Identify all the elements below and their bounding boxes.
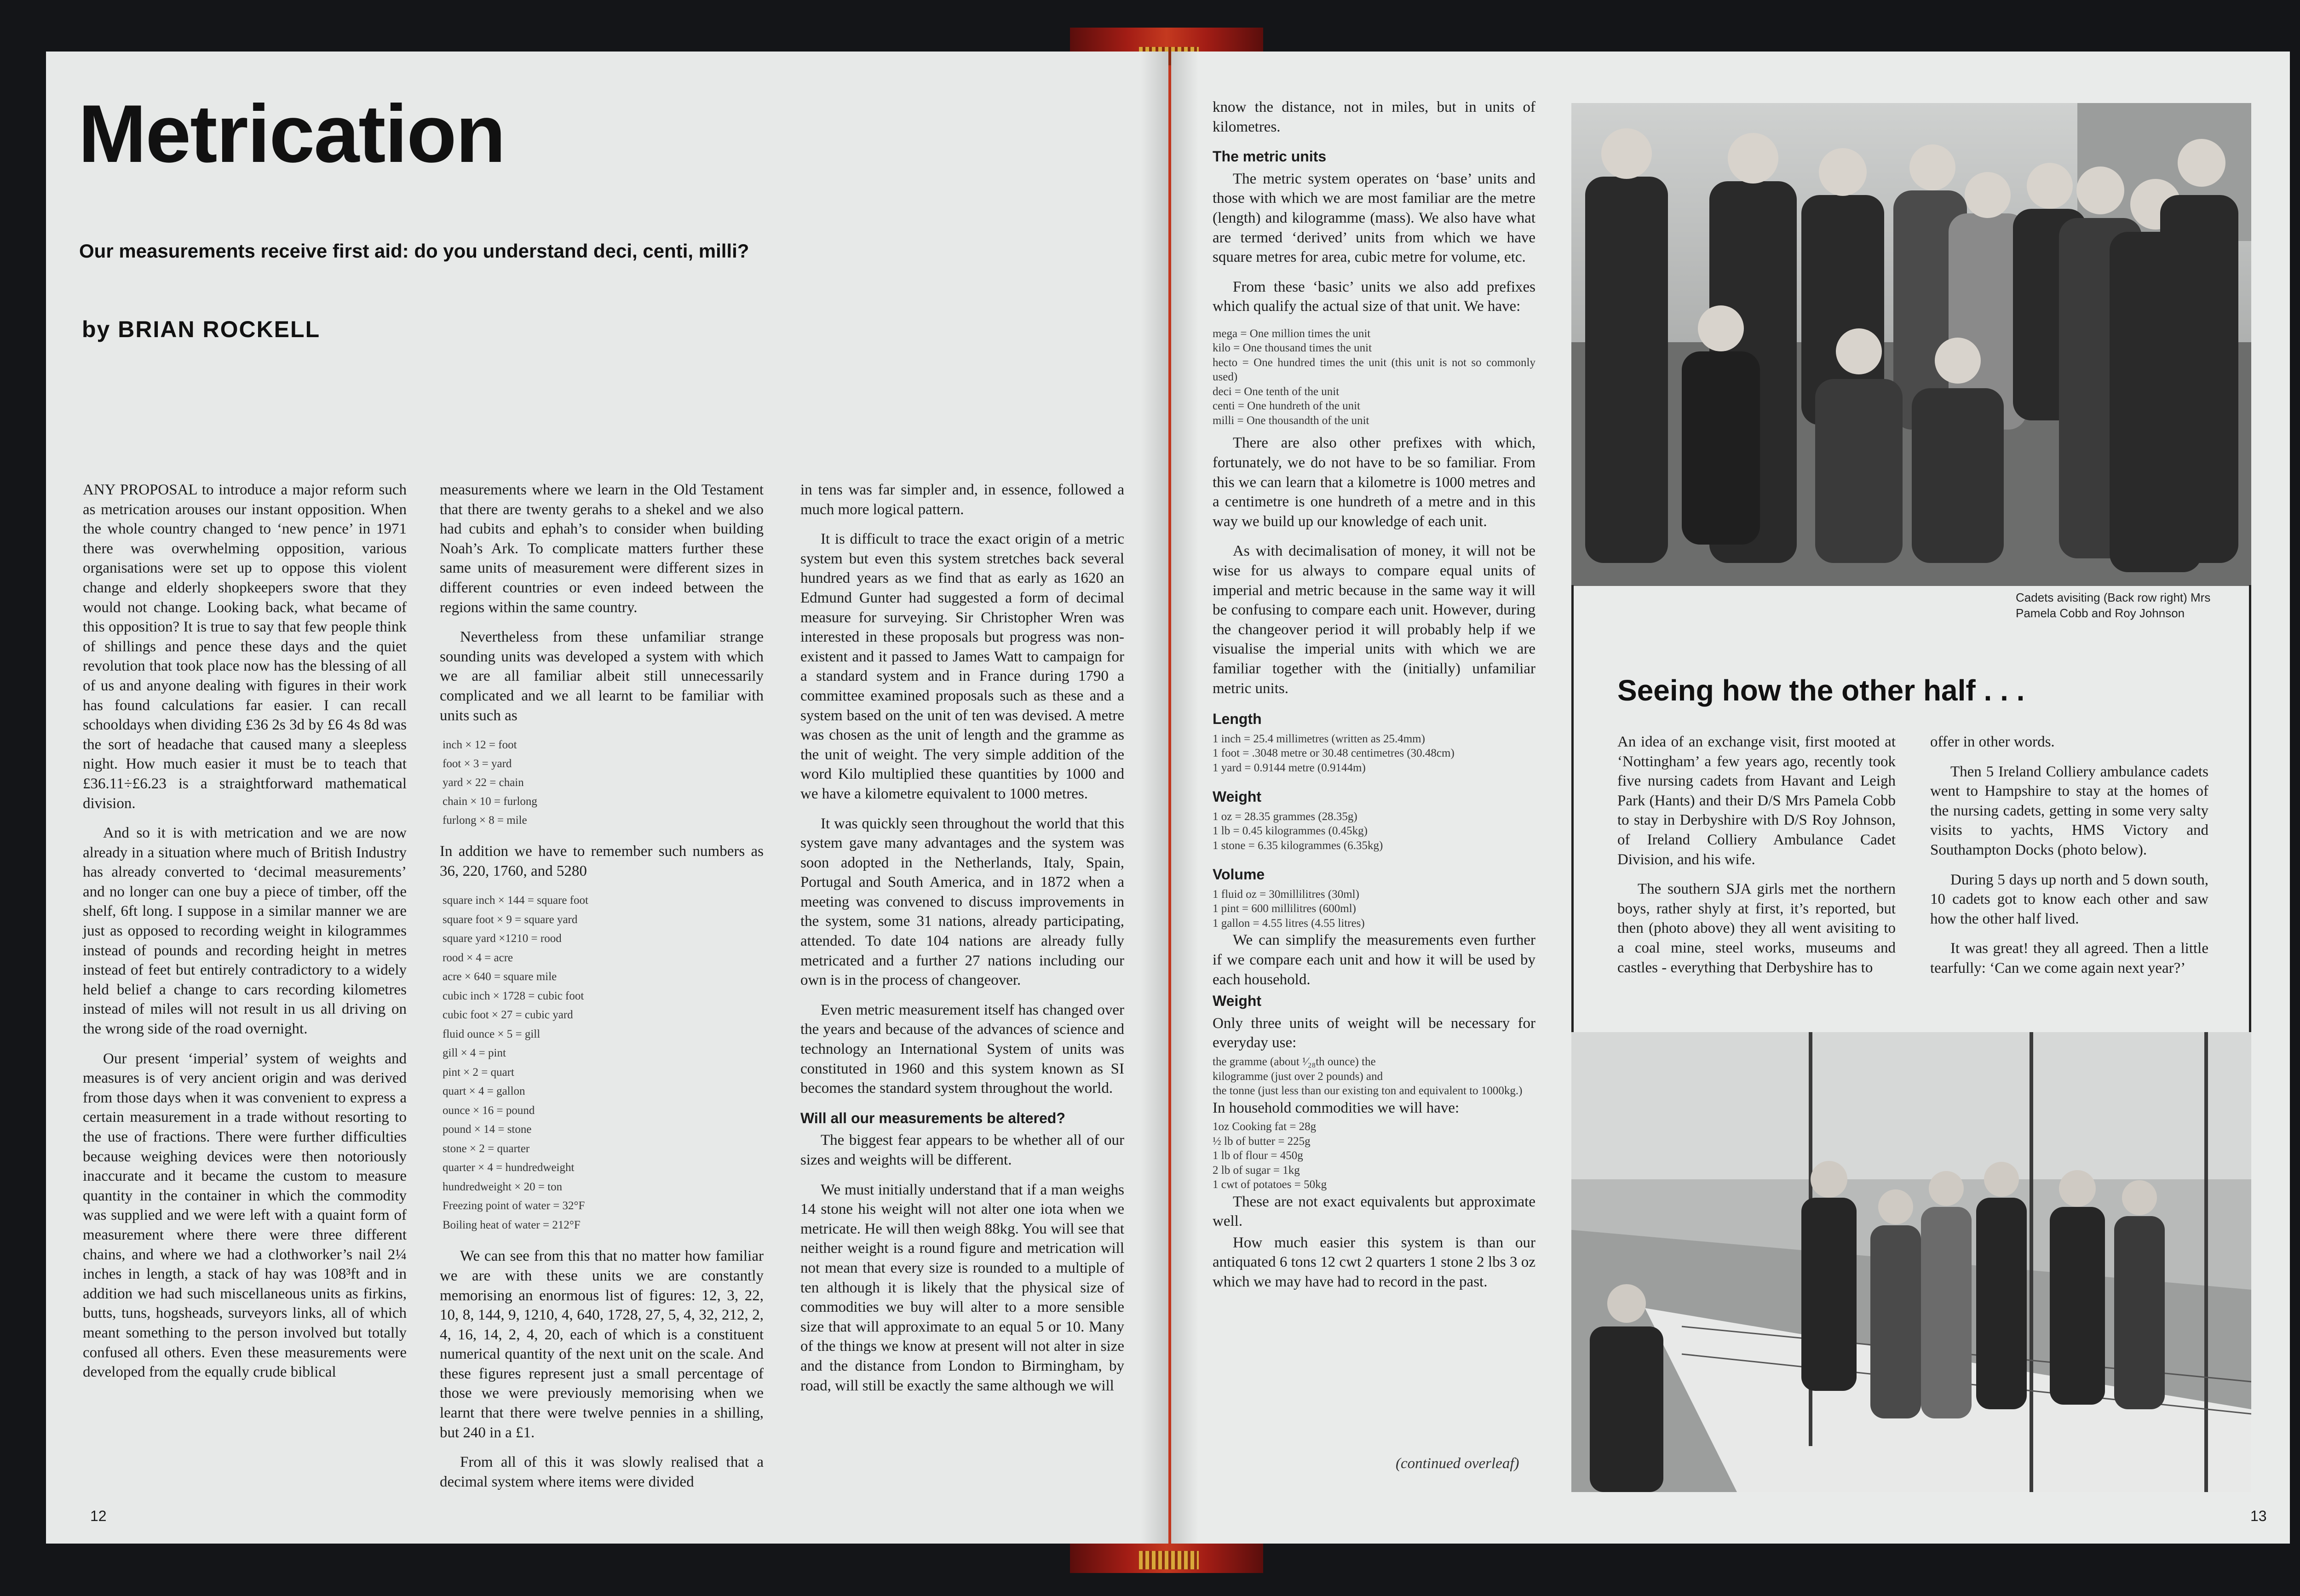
table-row: square yard ×1210 = rood <box>443 932 562 945</box>
list-item: 1 fluid oz = 30millilitres (30ml) <box>1213 888 1359 901</box>
table-row: hundredweight × 20 = ton <box>443 1180 563 1193</box>
paragraph: During 5 days up north and 5 down south, 10 cadets got to know each other and saw how the other half lived. <box>1930 871 2208 927</box>
paragraph: From all of this it was slowly realised that a decimal system where items were divided <box>440 1454 764 1490</box>
paragraph: And so it is with metrication and we are now already in a situation where much of British Industry has already converted to ‘decimal measurements’ and no longer can one buy a piece of timber, off the shelf, 6ft long. I suppose in a similar manner we are just as opposed to recording weight in kilogrammes instead of pounds and recording height in metres instead of feet but entirely contradictory to a widely held belief a change to cars recording kilometres instead of miles will not result in us all driving on the wrong side of the road overnight. <box>83 825 407 1038</box>
table-row: fluid ounce × 5 = gill <box>443 1028 540 1040</box>
paragraph: As with decimalisation of money, it will not be wise for us always to compare equal units of imperial and metric because in the same way it will be confusing to compare each unit. However, during the changeover period it will probably help if we visualise the imperial units with which we are familiar together with the (initially) unfamiliar metric units. <box>1213 543 1535 697</box>
gutter-shadow <box>1171 52 1199 1544</box>
yacht-visit-photo <box>1571 1032 2251 1492</box>
list-item: mega = One million times the unit <box>1213 327 1371 340</box>
paragraph: How much easier this system is than our antiquated 6 tons 12 cwt 2 quarters 1 stone 2 lbs 3 oz which we may have had to record in the past. <box>1213 1234 1535 1290</box>
binding-thread <box>1139 1551 1199 1569</box>
article-standfirst: Our measurements receive first aid: do you understand deci, centi, milli? <box>79 240 749 262</box>
paragraph: We can see from this that no matter how familiar we are with these units we are constantly memorising an enormous list of figures: 12, 3, 22, 10, 8, 144, 9, 1210, 4, 640, 1728, 27, 5, 4, 32, 212, 2, 4, 16, 14, 2, 4, 20, each of which is a constituent numerical quantity of the next unit on the scale. And these figures represent just a small percentage of those we were previously memorising when we learnt that there were twelve pennies in a shilling, but 240 in a £1. <box>440 1248 764 1441</box>
imperial-length-table <box>443 735 764 830</box>
table-row: furlong × 8 = mile <box>443 814 527 827</box>
article-headline: Metrication <box>78 88 505 179</box>
list-item: 1 yard = 0.9144 metre (0.9144m) <box>1213 761 1366 774</box>
section-heading: Weight <box>1213 993 1262 1010</box>
paragraph: in tens was far simpler and, in essence, followed a much more logical pattern. <box>800 482 1124 518</box>
list-item: 1 oz = 28.35 grammes (28.35g) <box>1213 810 1357 823</box>
column-4 <box>1213 98 1535 1302</box>
volume-list <box>1213 887 1535 931</box>
left-page <box>46 52 1168 1544</box>
sidebar-headline: Seeing how the other half . . . <box>1617 674 2025 707</box>
paragraph: An idea of an exchange visit, first mooted at ‘Nottingham’ a few years ago, recently took five nursing cadets from Havant and Leigh Park (Hants) and their D/S Mrs Pamela Cobb to stay in Derbyshire with D/S Roy Johnson, of Ireland Colliery Ambulance Cadet Division, and his wife. <box>1617 734 1896 868</box>
paragraph: Then 5 Ireland Colliery ambulance cadets went to Hampshire to stay at the homes of the nursing cadets, getting in some very salty visits to yachts, HMS Victory and Southampton Docks (photo below). <box>1930 763 2208 858</box>
paragraph: It was quickly seen throughout the world that this system gave many advantages and the system was soon adopted in the Netherlands, Italy, Spain, Portugal and South America, and in 1872 when a meeting was convened to discuss improvements in the system, some 31 nations, already participating, attended. To date 104 nations are already fully metricated and a further 27 nations including our own is in the process of changeover. <box>800 815 1124 989</box>
list-item: centi = One hundreth of the unit <box>1213 400 1360 413</box>
paragraph: From these ‘basic’ units we also add prefixes which qualify the actual size of that unit. We have: <box>1213 278 1535 315</box>
list-item: 1 stone = 6.35 kilogrammes (6.35kg) <box>1213 839 1383 852</box>
table-row: yard × 22 = chain <box>443 776 524 789</box>
table-row: square foot × 9 = square yard <box>443 913 578 926</box>
column-2 <box>440 480 764 1502</box>
table-row: acre × 640 = square mile <box>443 970 557 983</box>
table-row: rood × 4 = acre <box>443 951 513 964</box>
paragraph: There are also other prefixes with which, fortunately, we do not have to be so familiar. From this we can learn that a kilometre is 1000 metres and a centimetre is one hundreth of a metre and in this way we build up our knowledge of each unit. <box>1213 435 1535 530</box>
list-item: ½ lb of butter = 225g <box>1213 1135 1311 1148</box>
table-row: square inch × 144 = square foot <box>443 894 589 907</box>
list-item: 1 gallon = 4.55 litres (4.55 litres) <box>1213 917 1365 930</box>
table-row: chain × 10 = furlong <box>443 795 537 808</box>
paragraph: measurements where we learn in the Old Testament that there are twenty gerahs to a shekel and we also had cubits and ephah’s to consider when building Noah’s Ark. To complicate matters further these same units of measurement were different sizes in different countries or even indeed between the regions within the same country. <box>440 482 764 616</box>
table-row: cubic inch × 1728 = cubic foot <box>443 989 584 1002</box>
article-byline: by BRIAN ROCKELL <box>82 316 321 342</box>
table-row: quart × 4 = gallon <box>443 1085 525 1098</box>
imperial-units-table <box>443 891 764 1234</box>
column-1 <box>83 480 407 1392</box>
gutter-shadow <box>1141 52 1168 1544</box>
list-item: milli = One thousandth of the unit <box>1213 414 1369 427</box>
list-item: 1 inch = 25.4 millimetres (written as 25.4mm) <box>1213 732 1425 745</box>
prefix-list <box>1213 327 1535 428</box>
table-row: ounce × 16 = pound <box>443 1104 535 1117</box>
photo-caption: Cadets avisiting (Back row right) Mrs Pamela Cobb and Roy Johnson <box>2016 591 2211 620</box>
sidebar-column-2 <box>1930 732 2208 988</box>
list-item: kilogramme (just over 2 pounds) and <box>1213 1070 1383 1083</box>
section-heading: Weight <box>1213 788 1262 805</box>
paragraph: We can simplify the measurements even further if we compare each unit and how it will be used by each household. <box>1213 932 1535 988</box>
household-list <box>1213 1119 1535 1192</box>
list-item: 1oz Cooking fat = 28g <box>1213 1120 1317 1133</box>
table-row: gill × 4 = pint <box>443 1047 506 1060</box>
paragraph: Even metric measurement itself has changed over the years and because of the advances of science and technology an International System of units was constituted in 1960 and this system known as SI becomes the standard system throughout the world. <box>800 1001 1124 1097</box>
group-photo-illustration <box>1571 103 2251 586</box>
page-number: 12 <box>90 1508 107 1524</box>
table-row: quarter × 4 = hundredweight <box>443 1161 575 1174</box>
weight-list <box>1213 809 1535 853</box>
list-item: 2 lb of sugar = 1kg <box>1213 1164 1300 1177</box>
table-row: foot × 3 = yard <box>443 758 512 770</box>
paragraph: It was great! they all agreed. Then a little tearfully: ‘Can we come again next year?’ <box>1930 940 2208 976</box>
section-heading: Length <box>1213 711 1262 728</box>
table-row: cubic foot × 27 = cubic yard <box>443 1009 573 1022</box>
list-item: 1 cwt of potatoes = 50kg <box>1213 1178 1327 1191</box>
sidebar-column-1 <box>1617 732 1896 987</box>
list-item: deci = One tenth of the unit <box>1213 385 1340 398</box>
paragraph: In household commodities we will have: <box>1213 1099 1460 1116</box>
paragraph: We must initially understand that if a man weighs 14 stone his weight will not alter one iota when we metricate. He will then weigh 88kg. You will see that neither weight is a round figure and metrication will not mean that every size is rounded to a multiple of ten although it is likely that the physical size of commodities we buy will alter to a more sensible size that will approximate to an equal 5 or 10. Many of the things we know at present will not alter in size and the distance from London to Birmingham, by road, will still be exactly the same although we will <box>800 1181 1124 1394</box>
table-row: pound × 14 = stone <box>443 1123 532 1136</box>
paragraph: know the distance, not in miles, but in units of kilometres. <box>1213 99 1535 135</box>
paragraph: It is difficult to trace the exact origin of a metric system but even this system stretches back several hundred years as we find that as early as 1620 an Edmund Gunter had suggested a form of decimal measure for surveying. Sir Christopher Wren was interested in these proposals but progress was non-existent and it passed to James Watt to campaign for a standard system and in France during 1790 a committee examined proposals such as these and a system based on the unit of ten was devised. A metre was chosen as the unit of length and the gramme as the unit of weight. The very simple addition of the word Kilo multiplied these quantities by 1000 and we have a kilometre equivalent to 1000 metres. <box>800 531 1124 802</box>
list-item: kilo = One thousand times the unit <box>1213 342 1372 355</box>
list-item: the gramme (about ¹⁄₂₈th ounce) the <box>1213 1056 1376 1068</box>
paragraph: offer in other words. <box>1930 734 2055 750</box>
paragraph: These are not exact equivalents but approximate well. <box>1213 1193 1535 1230</box>
paragraph: The biggest fear appears to be whether all of our sizes and weights will be different. <box>800 1132 1124 1168</box>
yacht-photo-illustration <box>1571 1032 2251 1492</box>
metric-weight-list <box>1213 1055 1535 1098</box>
section-heading: Volume <box>1213 866 1265 883</box>
list-item: 1 lb of flour = 450g <box>1213 1149 1303 1162</box>
section-heading: The metric units <box>1213 148 1327 165</box>
list-item: the tonne (just less than our existing ton and equivalent to 1000kg.) <box>1213 1085 1523 1097</box>
table-row: Boiling heat of water = 212°F <box>443 1218 581 1231</box>
table-row: stone × 2 = quarter <box>443 1142 530 1155</box>
right-page <box>1171 52 2290 1544</box>
table-row: pint × 2 = quart <box>443 1066 514 1079</box>
list-item: 1 lb = 0.45 kilogrammes (0.45kg) <box>1213 825 1368 838</box>
list-item: 1 foot = .3048 metre or 30.48 centimetres (30.48cm) <box>1213 747 1455 760</box>
paragraph: Nevertheless from these unfamiliar strange sounding units was developed a system with which we are all familiar albeit still unnecessarily complicated and we all learnt to be familiar with units such as <box>440 629 764 724</box>
list-item: hecto = One hundred times the unit (this unit is not so commonly used) <box>1213 356 1535 384</box>
continued-note: (continued overleaf) <box>1396 1455 1519 1472</box>
section-heading: Will all our measurements be altered? <box>800 1109 1065 1126</box>
length-list <box>1213 732 1535 775</box>
paragraph: ANY PROPOSAL to introduce a major reform such as metrication arouses our instant opposition. When the whole country changed to ‘new pence’ in 1971 there was overwhelming opposition, various organisations were set up to oppose this violent change and elderly shopkeepers swore that they would not change. Looking back, what became of this opposition? It is true to say that few people think of shillings and pence these days and the quiet revolution that took place now has the blessing of all of us and anyone dealing with figures in their work has found calculations far easier. I can recall schooldays when dividing £36 2s 3d by £6 4s 8d was the sort of headache that caused many a sleepless night. How much easier it must be to teach that £36.11÷£6.23 is a straightforward mathematical division. <box>83 482 407 812</box>
cadets-group-photo <box>1571 103 2251 586</box>
paragraph: The southern SJA girls met the northern boys, rather shyly at first, it’s reported, but then (photo above) they all went avisiting to a coal mine, steel works, museums and castles - everything that Derbyshire has to <box>1617 881 1896 976</box>
page-number: 13 <box>2250 1508 2267 1524</box>
paragraph: Our present ‘imperial’ system of weights and measures is of very ancient origin and was derived from those days when it was convenient to express a certain measurement in a trade without resorting to the use of fractions. There were further difficulties because weighing devices were then notoriously inaccurate and it became the custom to measure quantity in the container in which the commodity was supplied and we were left with a quaint form of measurement where there were three different chains, and where we had a clothworker’s nail 2¼ inches in length, a stack of hay was 108³ft and in addition we had such miscellaneous units as firkins, butts, tuns, hogsheads, surveyors links, all of which meant something to the person involved but totally confused all others. Even these measurements were developed from the equally crude biblical <box>83 1050 407 1381</box>
paragraph: Only three units of weight will be necessary for everyday use: <box>1213 1015 1535 1051</box>
paragraph: In addition we have to remember such numbers as 36, 220, 1760, and 5280 <box>440 843 764 879</box>
table-row: Freezing point of water = 32°F <box>443 1200 585 1212</box>
table-row: inch × 12 = foot <box>443 739 517 752</box>
column-3 <box>800 480 1124 1406</box>
paragraph: The metric system operates on ‘base’ units and those with which we are most familiar are the metre (length) and kilogramme (mass). We also have what are termed ‘derived’ units from which we have square metres for area, cubic metre for volume, etc. <box>1213 170 1535 266</box>
list-item: 1 pint = 600 millilitres (600ml) <box>1213 902 1356 915</box>
